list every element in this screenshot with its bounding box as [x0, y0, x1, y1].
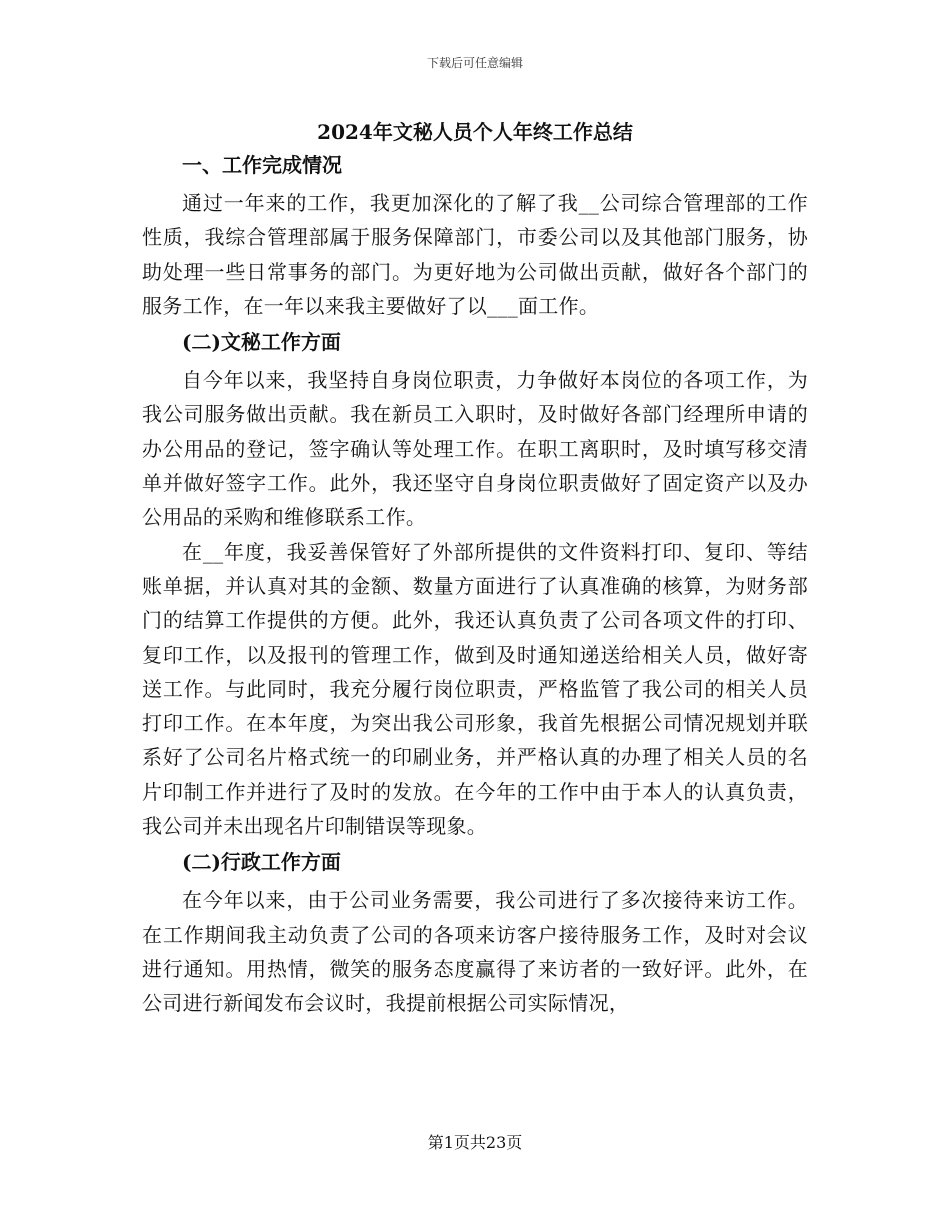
paragraph-4: 在今年以来，由于公司业务需要，我公司进行了多次接待来访工作。在工作期间我主动负责了公司的各项来访客户接待服务工作，及时对会议进行通知。用热情，微笑的服务态度赢得了来访者的一致好评。此外，在公司进行新闻发布会议时，我提前根据公司实际情况， [142, 888, 808, 1016]
section-heading-3: (二)行政工作方面 [182, 850, 341, 875]
section-heading-1: 一、工作完成情况 [182, 153, 342, 177]
page-number-footer: 第1页共23页 [427, 1133, 523, 1152]
document-title: 2024年文秘人员个人年终工作总结 [317, 120, 633, 144]
section-heading-2: (二)文秘工作方面 [182, 330, 341, 355]
document-body [142, 148, 808, 1021]
paragraph-1: 通过一年来的工作，我更加深化的了解了我__公司综合管理部的工作性质，我综合管理部属于服务保障部门，市委公司以及其他部门服务，协助处理一些日常事务的部门。为更好地为公司做出贡献，做好各个部门的服务工作，在一年以来我主要做好了以___面工作。 [142, 191, 808, 318]
paragraph-2: 自今年以来，我坚持自身岗位职责，力争做好本岗位的各项工作，为我公司服务做出贡献。我在新员工入职时，及时做好各部门经理所申请的办公用品的登记，签字确认等处理工作。在职工离职时，及时填写移交清单并做好签字工作。此外，我还坚守自身岗位职责做好了固定资产以及办公用品的采购和维修联系工作。 [142, 368, 808, 530]
paragraph-3: 在__年度，我妥善保管好了外部所提供的文件资料打印、复印、等结账单据，并认真对其的金额、数量方面进行了认真准确的核算，为财务部门的结算工作提供的方便。此外，我还认真负责了公司各项文件的打印、复印工作，以及报刊的管理工作，做到及时通知递送给相关人员，做好寄送工作。与此同时，我充分履行岗位职责，严格监管了我公司的相关人员打印工作。在本年度，为突出我公司形象，我首先根据公司情况规划并联系好了公司名片格式统一的印刷业务，并严格认真的办理了相关人员的名片印制工作并进行了及时的发放。在今年的工作中由于本人的认真负责，我公司并未出现名片印制错误等现象。 [142, 539, 808, 839]
header-note: 下载后可任意编辑 [426, 56, 523, 70]
